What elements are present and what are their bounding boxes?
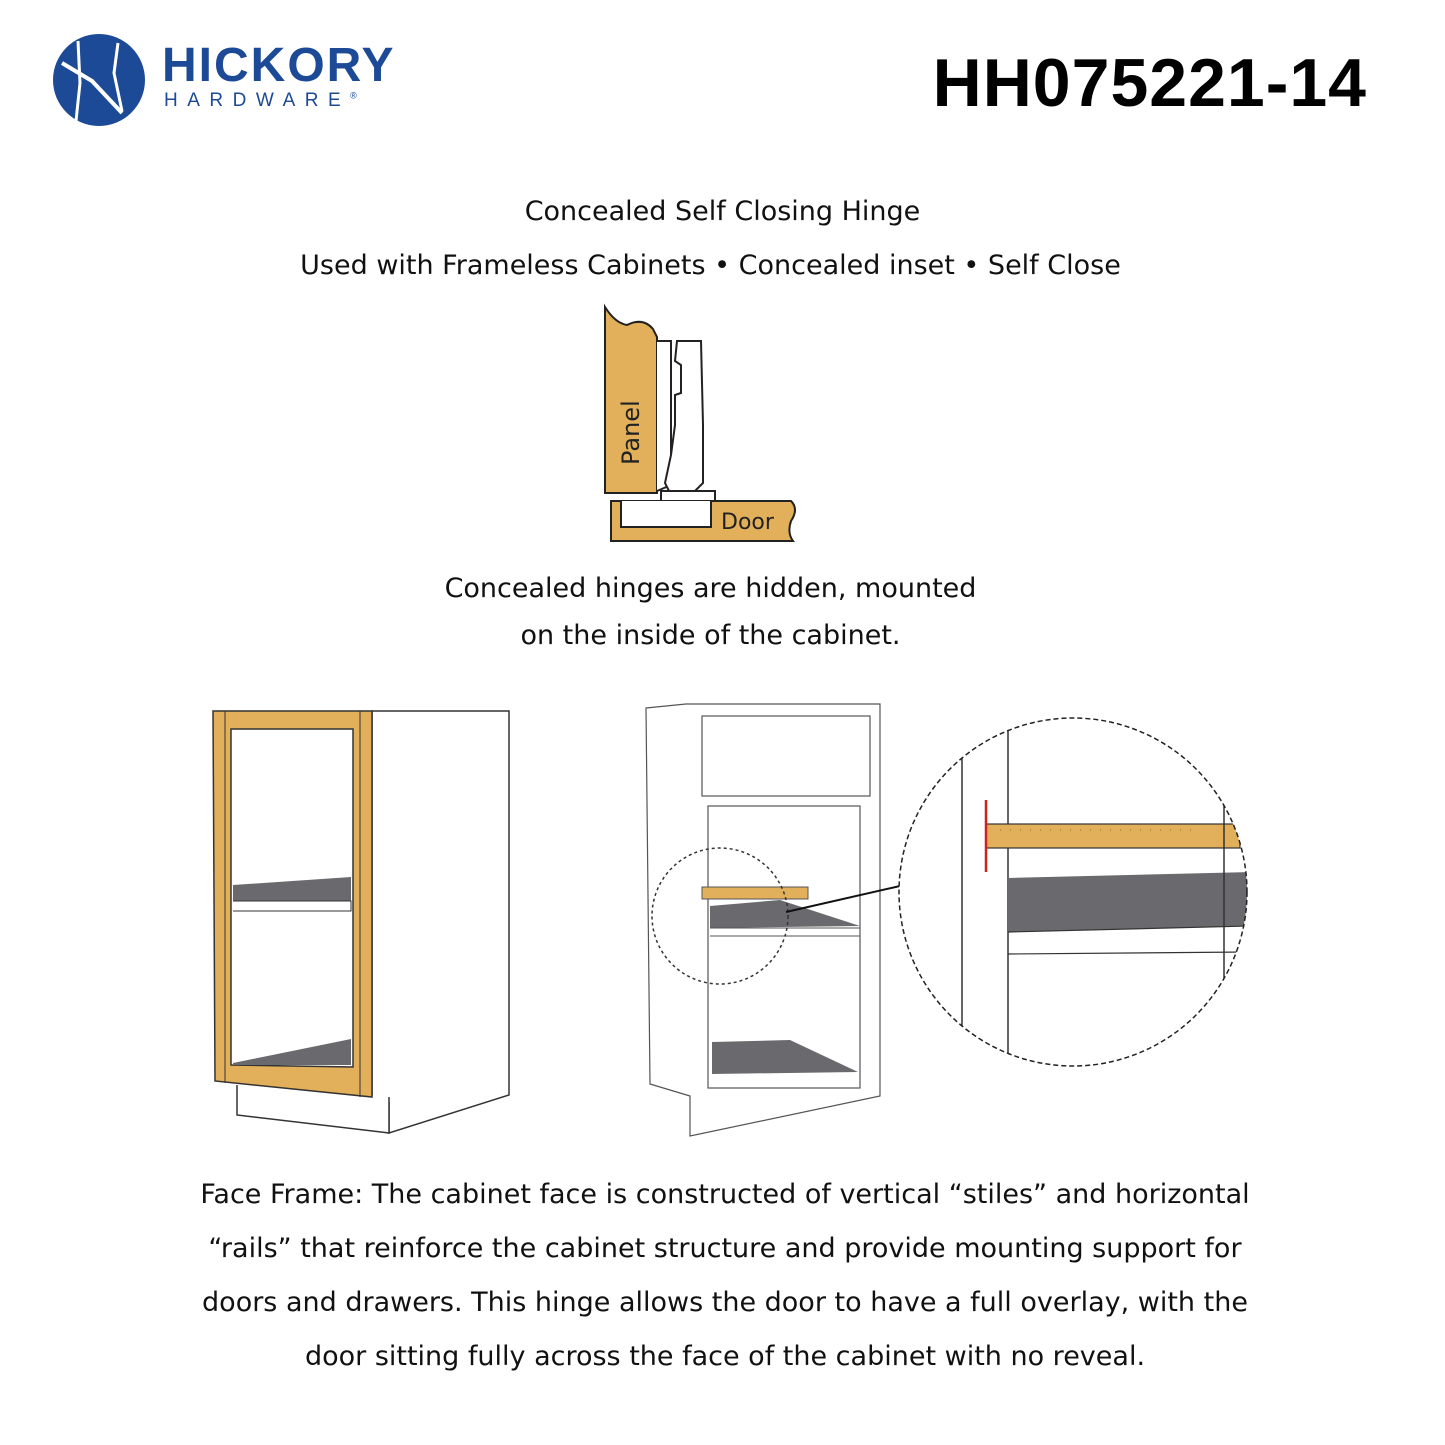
face-frame-cabinet-illustration [205, 705, 515, 1140]
description-line-2: “rails” that reinforce the cabinet structure and provide mounting support for [208, 1233, 1242, 1264]
description-line-3: doors and drawers. This hinge allows the door to have a full overlay, with the [202, 1287, 1248, 1318]
hickory-logo-mark-icon [52, 33, 146, 127]
description-line-1: Face Frame: The cabinet face is constructed of vertical “stiles” and horizontal [200, 1179, 1250, 1210]
product-features: Used with Frameless Cabinets • Concealed inset • Self Close [300, 250, 1121, 281]
frameless-cabinet-illustration [640, 700, 1260, 1140]
brand-name: HICKORY [162, 39, 396, 92]
product-title: Concealed Self Closing Hinge [524, 196, 921, 227]
caption-line-1: Concealed hinges are hidden, mounted [444, 573, 977, 604]
magnified-detail [890, 710, 1260, 1080]
panel-label: Panel [617, 400, 645, 465]
description-line-4: door sitting fully across the face of the cabinet with no reveal. [304, 1341, 1146, 1372]
hinge-cross-section-diagram [595, 305, 805, 545]
door-label: Door [721, 510, 774, 535]
product-sku: HH075221-14 [932, 45, 1367, 121]
caption-line-2: on the inside of the cabinet. [520, 620, 901, 651]
brand-subtitle: HARDWARE® [164, 90, 357, 111]
